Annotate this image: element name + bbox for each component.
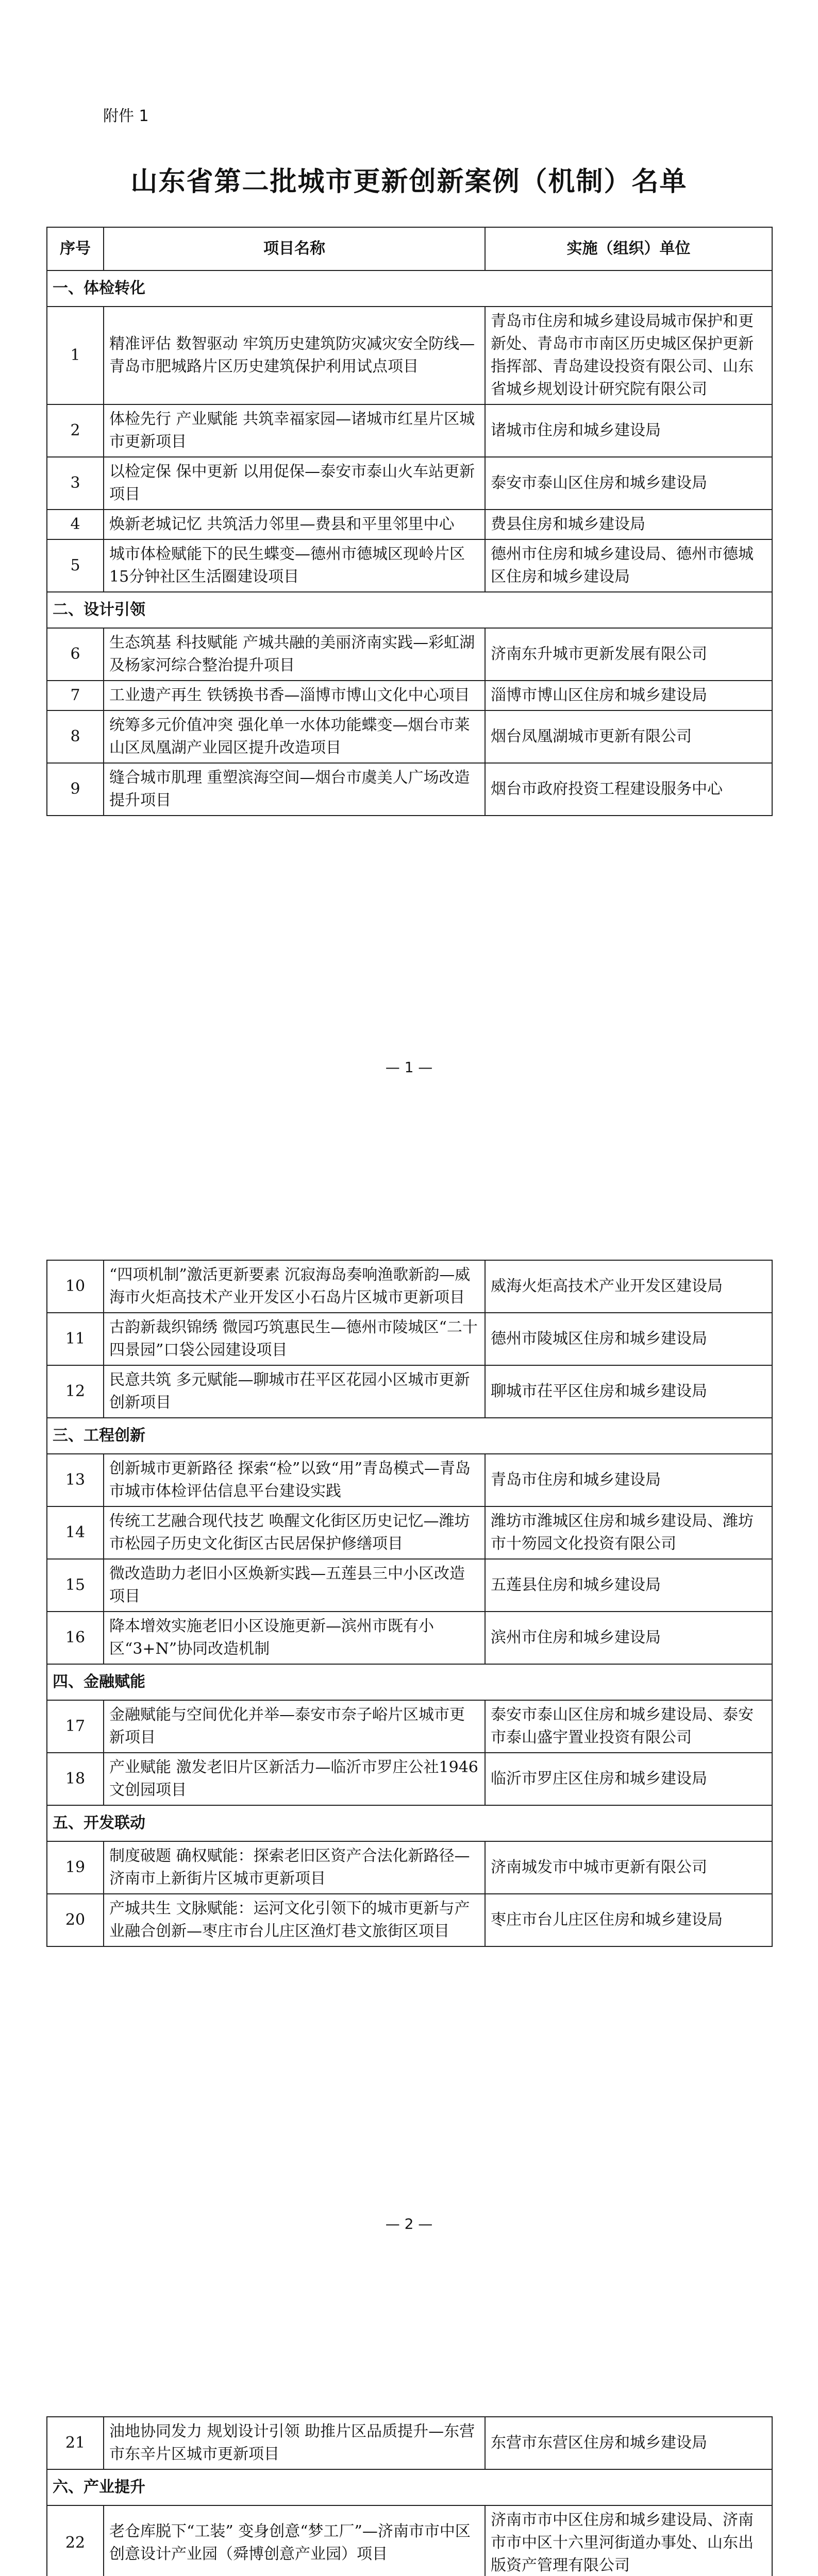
- row-number: 19: [47, 1841, 104, 1894]
- row-project-name: “四项机制”激活更新要素 沉寂海岛奏响渔歌新韵—威海市火炬高技术产业开发区小石岛片区城市更新项目: [104, 1260, 485, 1313]
- row-unit: 诸城市住房和城乡建设局: [485, 404, 772, 457]
- section-row: [47, 1664, 772, 1700]
- row-project-name: 古韵新裁织锦绣 微园巧筑惠民生—德州市陵城区“二十四景园”口袋公园建设项目: [104, 1313, 485, 1365]
- table-row: [47, 710, 772, 763]
- row-project-name: 缝合城市肌理 重塑滨海空间—烟台市虞美人广场改造提升项目: [104, 763, 485, 816]
- row-project-name: 油地协同发力 规划设计引领 助推片区品质提升—东营市东辛片区城市更新项目: [104, 2417, 485, 2469]
- row-number: 16: [47, 1612, 104, 1664]
- row-project-name: 生态筑基 科技赋能 产城共融的美丽济南实践—彩虹湖及杨家河综合整治提升项目: [104, 628, 485, 681]
- row-unit: 淄博市博山区住房和城乡建设局: [485, 681, 772, 710]
- row-unit: 青岛市住房和城乡建设局: [485, 1454, 772, 1506]
- table-row: [47, 1841, 772, 1894]
- row-project-name: 产业赋能 激发老旧片区新活力—临沂市罗庄公社1946文创园项目: [104, 1753, 485, 1805]
- section-row: [47, 2469, 772, 2505]
- row-number: 10: [47, 1260, 104, 1313]
- row-number: 18: [47, 1753, 104, 1805]
- row-project-name: 老仓库脱下“工装” 变身创意“梦工厂”—济南市市中区创意设计产业园（舜博创意产业园）项目: [104, 2505, 485, 2576]
- header-seq: 序号: [47, 227, 104, 270]
- row-unit: 德州市陵城区住房和城乡建设局: [485, 1313, 772, 1365]
- table-row: [47, 1559, 772, 1612]
- page-1: [0, 0, 818, 1157]
- section-title: 四、金融赋能: [47, 1664, 772, 1700]
- row-unit: 威海火炬高技术产业开发区建设局: [485, 1260, 772, 1313]
- row-number: 11: [47, 1313, 104, 1365]
- page-2: [0, 1157, 818, 2313]
- section-title: 六、产业提升: [47, 2469, 772, 2505]
- row-project-name: 焕新老城记忆 共筑活力邻里—费县和平里邻里中心: [104, 510, 485, 539]
- row-unit: 滨州市住房和城乡建设局: [485, 1612, 772, 1664]
- table-row: [47, 2417, 772, 2469]
- table-row: [47, 404, 772, 457]
- table-row: [47, 1894, 772, 1946]
- row-project-name: 降本增效实施老旧小区设施更新—滨州市既有小区“3+N”协同改造机制: [104, 1612, 485, 1664]
- row-number: 7: [47, 681, 104, 710]
- row-unit: 济南市市中区住房和城乡建设局、济南市市中区十六里河街道办事处、山东出版资产管理有限公司: [485, 2505, 772, 2576]
- table-row: [47, 539, 772, 592]
- section-row: [47, 592, 772, 628]
- row-project-name: 民意共筑 多元赋能—聊城市茌平区花园小区城市更新创新项目: [104, 1365, 485, 1418]
- table-row: [47, 1753, 772, 1805]
- row-unit: 枣庄市台儿庄区住房和城乡建设局: [485, 1894, 772, 1946]
- row-number: 2: [47, 404, 104, 457]
- row-project-name: 创新城市更新路径 探索“检”以致“用”青岛模式—青岛市城市体检评估信息平台建设实践: [104, 1454, 485, 1506]
- table-row: [47, 1454, 772, 1506]
- table-row: [47, 457, 772, 510]
- case-table-page-3: [46, 2416, 773, 2576]
- row-unit: 泰安市泰山区住房和城乡建设局、泰安市泰山盛宇置业投资有限公司: [485, 1700, 772, 1753]
- row-unit: 青岛市住房和城乡建设局城市保护和更新处、青岛市市南区历史城区保护更新指挥部、青岛建设投资有限公司、山东省城乡规划设计研究院有限公司: [485, 307, 772, 404]
- row-number: 22: [47, 2505, 104, 2576]
- row-number: 17: [47, 1700, 104, 1753]
- table-row: [47, 1700, 772, 1753]
- row-project-name: 产城共生 文脉赋能：运河文化引领下的城市更新与产业融合创新—枣庄市台儿庄区渔灯巷文旅街区项目: [104, 1894, 485, 1946]
- row-number: 9: [47, 763, 104, 816]
- row-number: 13: [47, 1454, 104, 1506]
- section-row: [47, 270, 772, 307]
- attachment-label: 附件 1: [103, 107, 149, 125]
- page-3: [0, 2313, 818, 2576]
- row-number: 3: [47, 457, 104, 510]
- row-unit: 烟台凤凰湖城市更新有限公司: [485, 710, 772, 763]
- row-unit: 济南东升城市更新发展有限公司: [485, 628, 772, 681]
- row-unit: 泰安市泰山区住房和城乡建设局: [485, 457, 772, 510]
- row-unit: 济南城发市中城市更新有限公司: [485, 1841, 772, 1894]
- table-row: [47, 1365, 772, 1418]
- row-unit: 德州市住房和城乡建设局、德州市德城区住房和城乡建设局: [485, 539, 772, 592]
- header-unit: 实施（组织）单位: [485, 227, 772, 270]
- document-title: 山东省第二批城市更新创新案例（机制）名单: [130, 166, 688, 197]
- table-row: [47, 1313, 772, 1365]
- table-row: [47, 763, 772, 816]
- table-row: [47, 510, 772, 539]
- case-table-page-1: [46, 227, 773, 816]
- row-number: 4: [47, 510, 104, 539]
- table-row: [47, 1612, 772, 1664]
- page-number: — 1 —: [385, 1059, 433, 1076]
- row-project-name: 体检先行 产业赋能 共筑幸福家园—诸城市红星片区城市更新项目: [104, 404, 485, 457]
- table-row: [47, 681, 772, 710]
- row-project-name: 金融赋能与空间优化并举—泰安市奈子峪片区城市更新项目: [104, 1700, 485, 1753]
- table-header-row: [47, 227, 772, 270]
- row-unit: 烟台市政府投资工程建设服务中心: [485, 763, 772, 816]
- section-title: 五、开发联动: [47, 1805, 772, 1841]
- row-number: 14: [47, 1506, 104, 1559]
- page-number: — 2 —: [385, 2215, 433, 2232]
- row-project-name: 城市体检赋能下的民生蝶变—德州市德城区现岭片区15分钟社区生活圈建设项目: [104, 539, 485, 592]
- row-project-name: 微改造助力老旧小区焕新实践—五莲县三中小区改造项目: [104, 1559, 485, 1612]
- row-unit: 东营市东营区住房和城乡建设局: [485, 2417, 772, 2469]
- row-unit: 五莲县住房和城乡建设局: [485, 1559, 772, 1612]
- row-number: 20: [47, 1894, 104, 1946]
- table-row: [47, 1506, 772, 1559]
- row-unit: 聊城市茌平区住房和城乡建设局: [485, 1365, 772, 1418]
- row-number: 12: [47, 1365, 104, 1418]
- row-number: 1: [47, 307, 104, 404]
- case-table-page-2: [46, 1260, 773, 1947]
- section-title: 一、体检转化: [47, 270, 772, 307]
- row-number: 15: [47, 1559, 104, 1612]
- section-row: [47, 1418, 772, 1454]
- section-row: [47, 1805, 772, 1841]
- row-unit: 费县住房和城乡建设局: [485, 510, 772, 539]
- section-title: 三、工程创新: [47, 1418, 772, 1454]
- row-project-name: 以检定保 保中更新 以用促保—泰安市泰山火车站更新项目: [104, 457, 485, 510]
- row-number: 6: [47, 628, 104, 681]
- row-project-name: 传统工艺融合现代技艺 唤醒文化街区历史记忆—潍坊市松园子历史文化街区古民居保护修缮项目: [104, 1506, 485, 1559]
- section-title: 二、设计引领: [47, 592, 772, 628]
- row-unit: 潍坊市潍城区住房和城乡建设局、潍坊市十笏园文化投资有限公司: [485, 1506, 772, 1559]
- header-name: 项目名称: [104, 227, 485, 270]
- table-row: [47, 307, 772, 404]
- table-row: [47, 1260, 772, 1313]
- table-row: [47, 2505, 772, 2576]
- row-project-name: 精准评估 数智驱动 牢筑历史建筑防灾减灾安全防线—青岛市肥城路片区历史建筑保护利用试点项目: [104, 307, 485, 404]
- table-row: [47, 628, 772, 681]
- row-number: 5: [47, 539, 104, 592]
- row-project-name: 制度破题 确权赋能：探索老旧区资产合法化新路径—济南市上新街片区城市更新项目: [104, 1841, 485, 1894]
- row-project-name: 统筹多元价值冲突 强化单一水体功能蝶变—烟台市莱山区凤凰湖产业园区提升改造项目: [104, 710, 485, 763]
- row-number: 21: [47, 2417, 104, 2469]
- row-number: 8: [47, 710, 104, 763]
- row-unit: 临沂市罗庄区住房和城乡建设局: [485, 1753, 772, 1805]
- row-project-name: 工业遗产再生 铁锈换书香—淄博市博山文化中心项目: [104, 681, 485, 710]
